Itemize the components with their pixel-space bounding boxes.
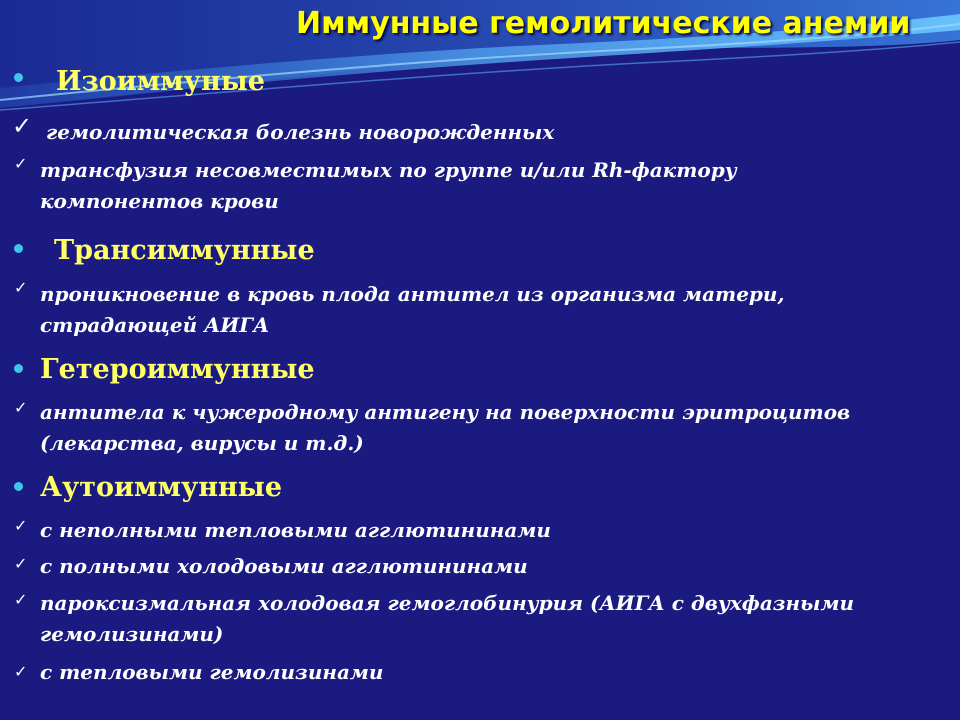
group-heading-isoimmune: Изоиммуные: [56, 66, 265, 97]
list-item-continuation: (лекарства, вирусы и т.д.): [40, 431, 364, 455]
checkmark-icon: ✓: [12, 112, 33, 140]
checkmark-icon: ✓: [14, 278, 28, 297]
list-item: трансфузия несовместимых по группе и/или Rh-фактору: [40, 158, 737, 182]
checkmark-icon: ✓: [14, 154, 28, 173]
list-item: с полными холодовыми агглютининами: [40, 554, 528, 578]
bullet-icon: [14, 244, 23, 253]
list-item: с тепловыми гемолизинами: [40, 660, 384, 684]
bullet-icon: [14, 73, 23, 82]
list-item-continuation: страдающей АИГА: [40, 313, 270, 337]
list-item: проникновение в кровь плода антител из организма матери,: [40, 282, 785, 306]
list-item: с неполными тепловыми агглютининами: [40, 518, 551, 542]
list-item: гемолитическая болезнь новорожденных: [46, 120, 555, 144]
checkmark-icon: ✓: [14, 590, 28, 609]
list-item-continuation: гемолизинами): [40, 622, 224, 646]
group-heading-heteroimmune: Гетероиммунные: [40, 354, 315, 385]
checkmark-icon: ✓: [14, 398, 28, 417]
slide-title: Иммунные гемолитические анемии: [296, 6, 911, 41]
list-item: пароксизмальная холодовая гемоглобинурия (АИГА с двухфазными: [40, 591, 855, 615]
bullet-icon: [14, 482, 23, 491]
checkmark-icon: ✓: [14, 516, 28, 535]
list-item-continuation: компонентов крови: [40, 189, 279, 213]
checkmark-icon: ✓: [14, 554, 28, 573]
bullet-icon: [14, 364, 23, 373]
group-heading-transimmune: Трансиммунные: [54, 235, 315, 266]
list-item: антитела к чужеродному антигену на поверхности эритроцитов: [40, 400, 851, 424]
group-heading-autoimmune: Аутоиммунные: [40, 472, 282, 503]
checkmark-icon: ✓: [14, 662, 28, 681]
